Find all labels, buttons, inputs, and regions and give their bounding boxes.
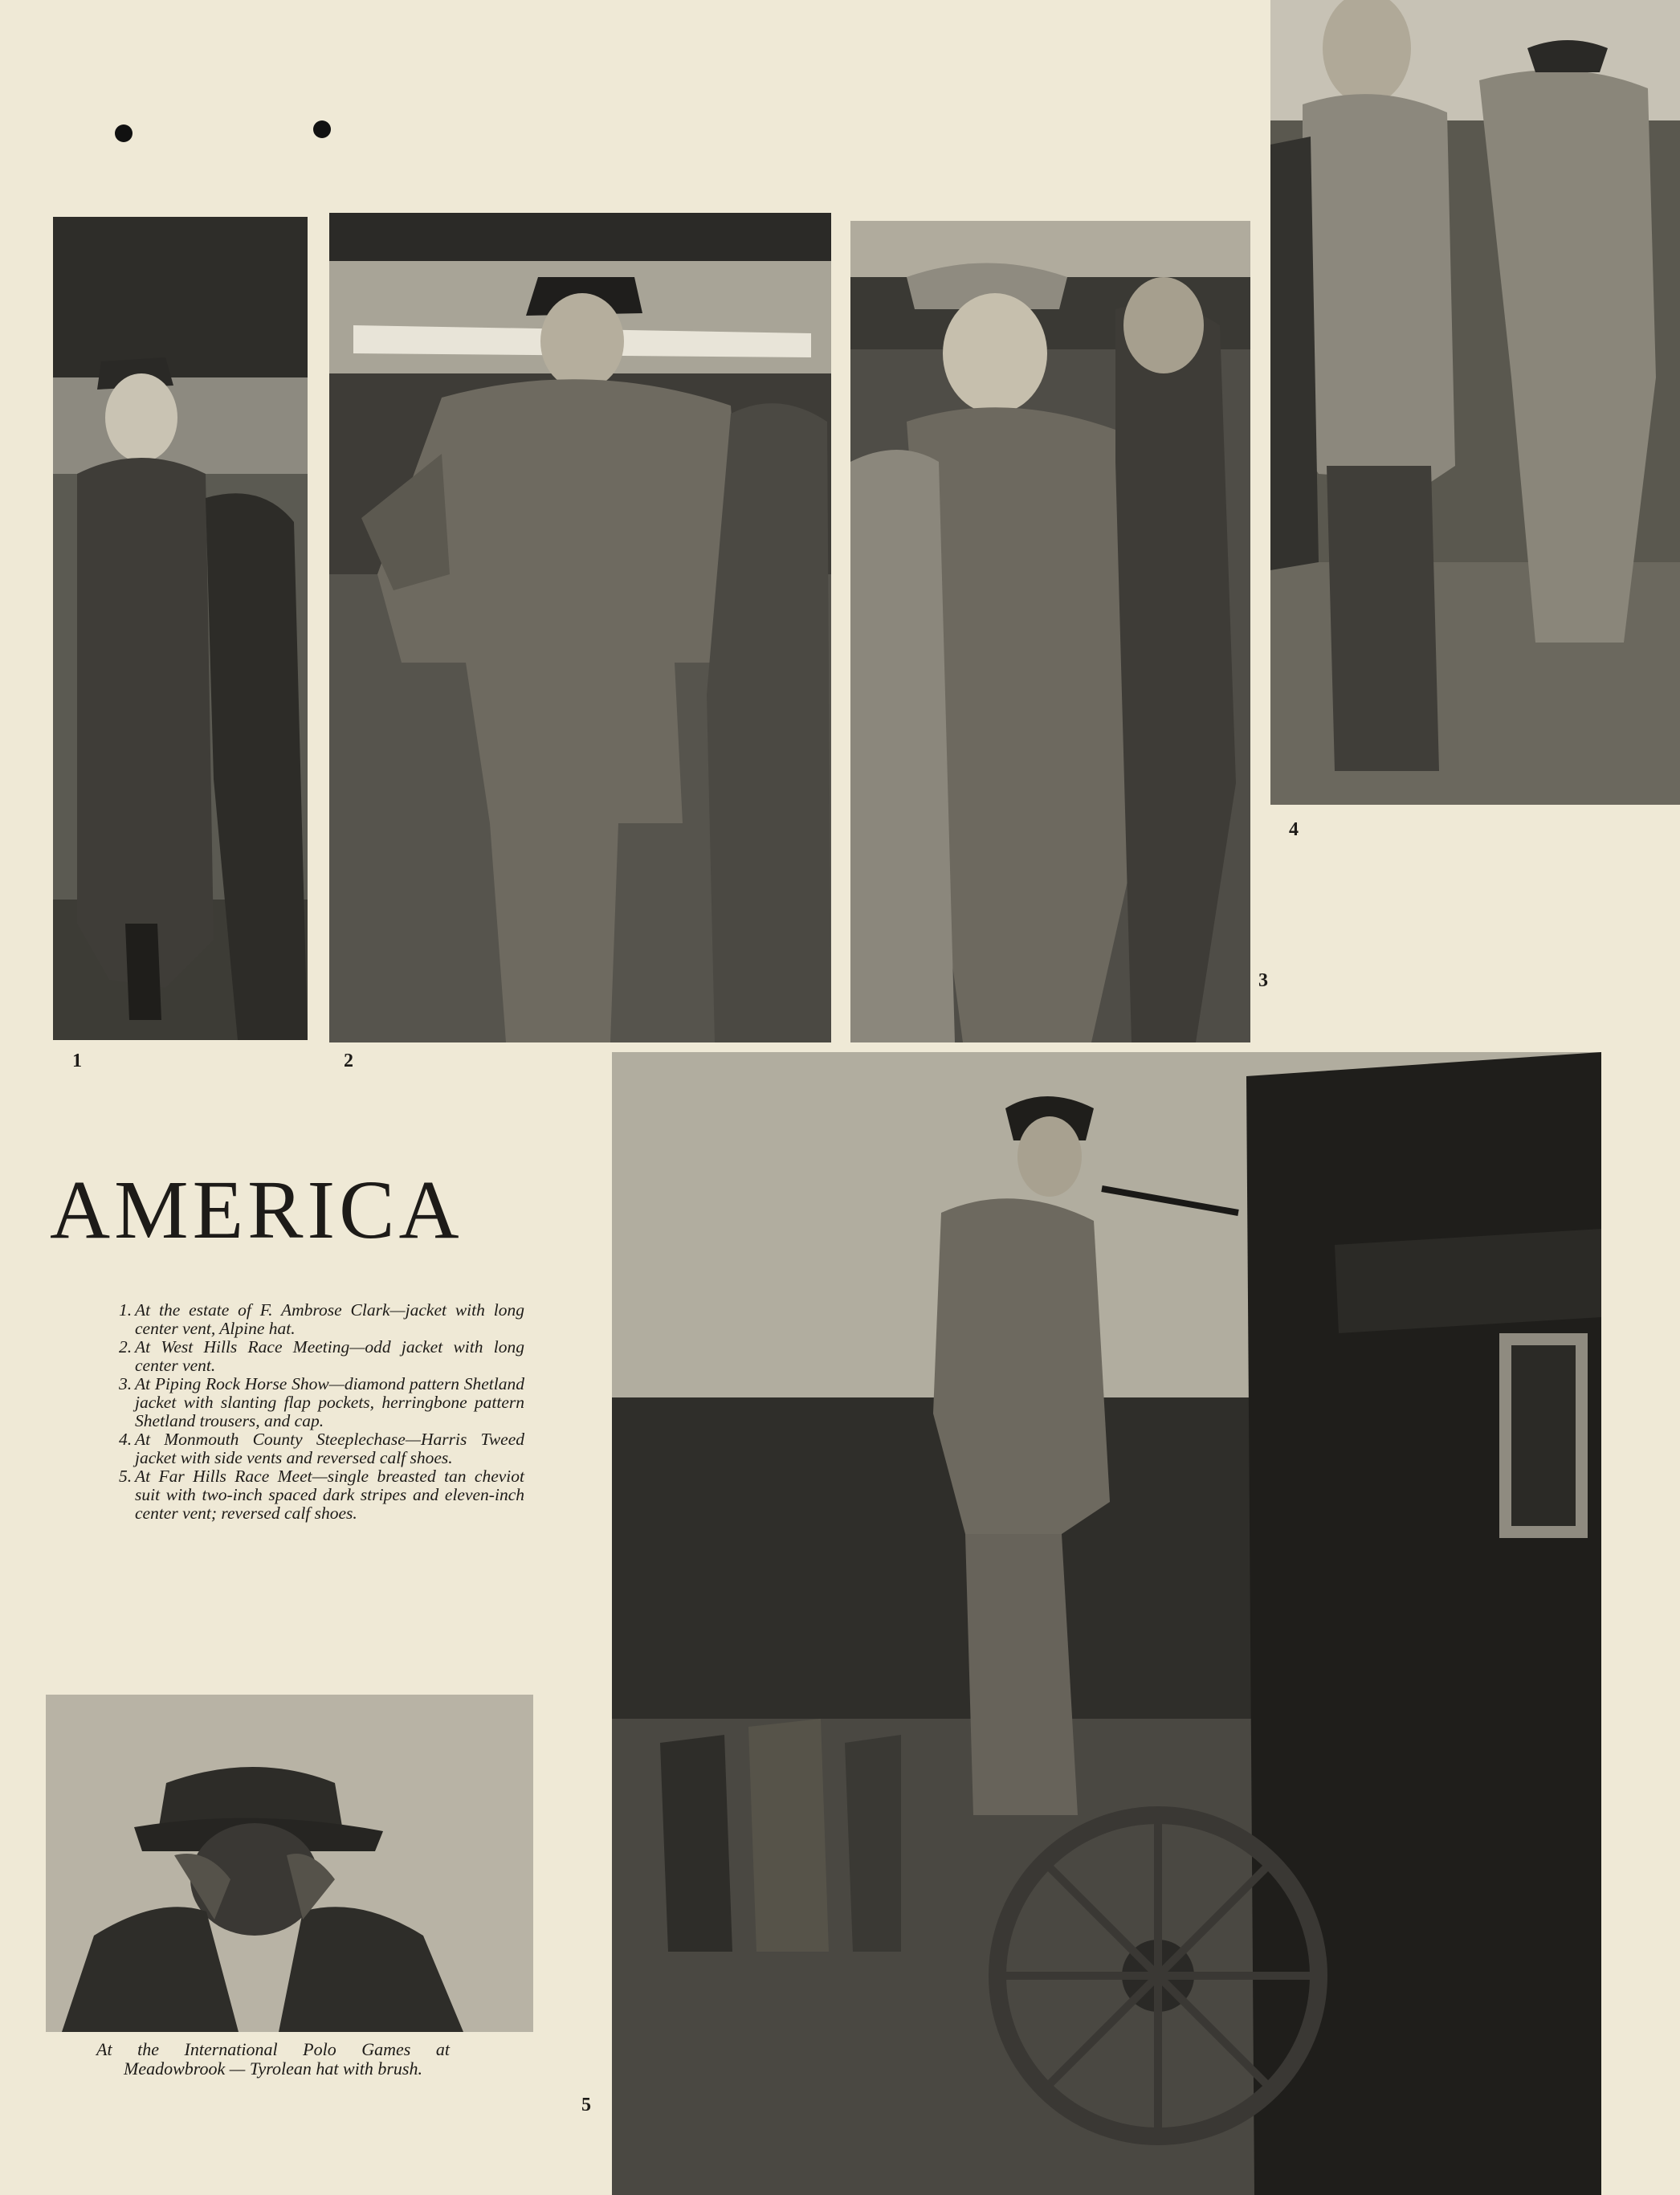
caption-item: [119, 1467, 524, 1523]
caption-number: 5.: [119, 1467, 133, 1486]
figure-number-2: 2: [344, 1051, 353, 1071]
figure-number-1: 1: [72, 1051, 82, 1071]
page-headline: AMERICA: [50, 1164, 463, 1256]
figure-number-5: 5: [581, 2095, 591, 2115]
caption-text: At the estate of F. Ambrose Clark—jacket with long center vent, Alpine hat.: [135, 1300, 524, 1338]
caption-list: [119, 1301, 524, 1523]
photo-2-man-hands-on-hips: [329, 213, 831, 1042]
caption-item: [119, 1338, 524, 1375]
figure-number-4: 4: [1289, 819, 1299, 840]
caption-item: [119, 1430, 524, 1467]
figure-number-3: 3: [1258, 970, 1268, 991]
photo-1-man-with-pipe: [53, 217, 308, 1040]
caption-text: At Monmouth County Steeplechase—Harris Tweed jacket with side vents and reversed calf shoes.: [135, 1430, 524, 1467]
caption-text: At West Hills Race Meeting—odd jacket with long center vent.: [135, 1337, 524, 1375]
binder-hole-right: [313, 120, 331, 138]
photo-5-man-on-coach: [612, 1052, 1601, 2195]
caption-item: [119, 1301, 524, 1338]
photo-4-man-in-tweed-jacket: [1270, 0, 1680, 805]
caption-text: At Far Hills Race Meet—single breasted tan cheviot suit with two-inch spaced dark stripes and eleven-inch center vent; reversed calf shoes.: [135, 1467, 524, 1523]
caption-number: 2.: [119, 1337, 133, 1357]
photo-3-man-in-cap: [850, 221, 1250, 1042]
binder-hole-left: [115, 124, 133, 142]
photo-polo-tyrolean-hat: [46, 1695, 533, 2032]
caption-item: [119, 1375, 524, 1430]
polo-photo-caption: At the International Polo Games at Meadowbrook — Tyrolean hat with brush.: [96, 2039, 450, 2079]
caption-number: 3.: [119, 1374, 133, 1393]
caption-number: 4.: [119, 1430, 133, 1449]
caption-text: At Piping Rock Horse Show—diamond pattern Shetland jacket with slanting flap pockets, herringbone pattern Shetland trousers, and cap.: [135, 1374, 524, 1430]
caption-number: 1.: [119, 1300, 133, 1320]
